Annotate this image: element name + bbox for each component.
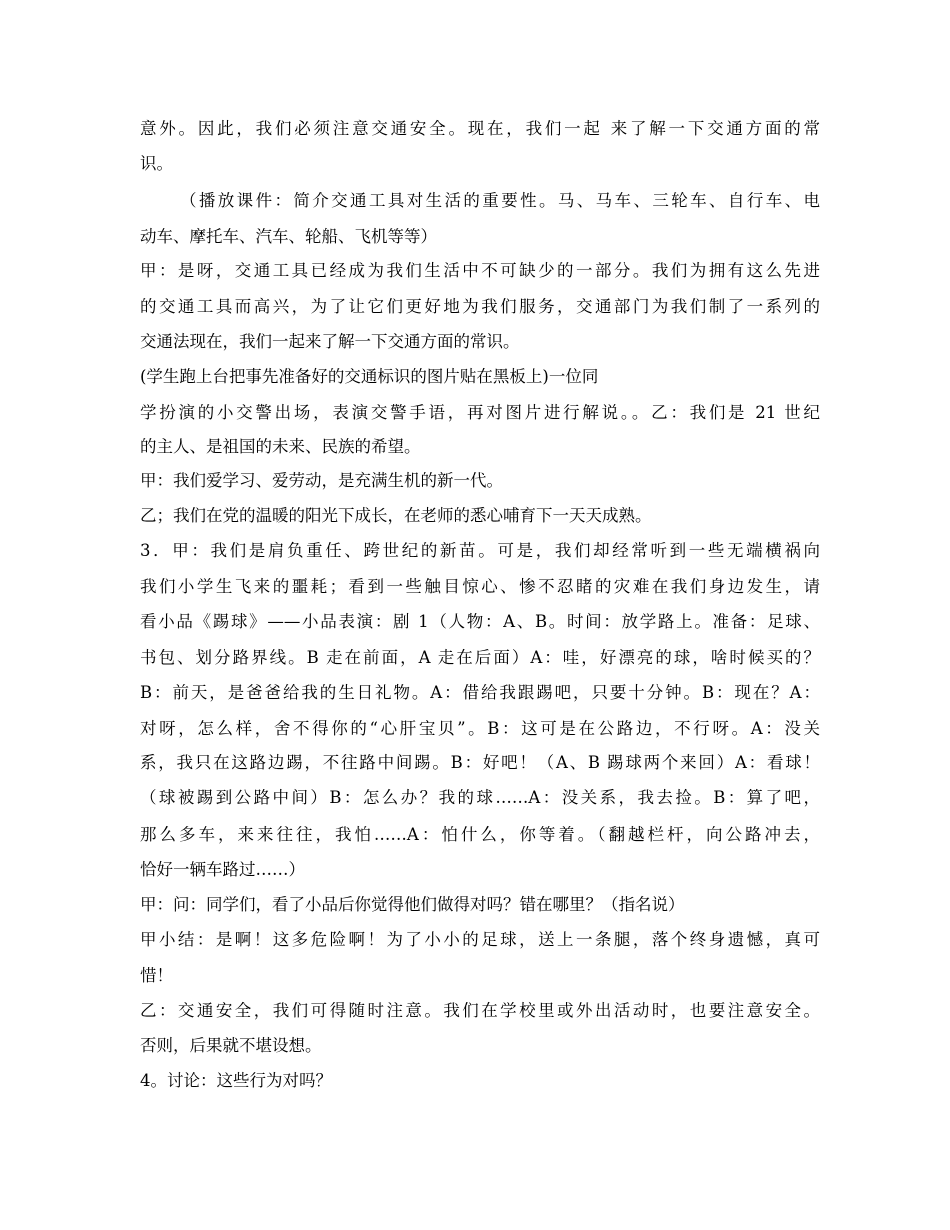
text-line: 甲：我们爱学习、爱劳动，是充满生机的新一代。 [140,471,503,490]
text-line: 系，我只在这路边踢，不往路中间踢。B：好吧！（A、B 踢球两个来回）A：看球！ [140,753,820,772]
text-line: 那么多车，来来往往，我怕……A：怕什么，你等着。（翻越栏杆，向公路冲去， [140,825,820,844]
text-line: 书包、划分路界线。B 走在前面，A 走在后面）A：哇，好漂亮的球，啥时候买的？ [140,648,820,667]
text-line: 意外。因此，我们必须注意交通安全。现在，我们一起 来了解一下交通方面的常 [140,119,820,138]
text-line: 我们小学生飞来的噩耗；看到一些触目惊心、惨不忍睹的灾难在我们身边发生，请 [140,577,820,596]
text-line: 惜！ [140,966,173,985]
text-line: 动车、摩托车、汽车、轮船、飞机等等） [140,227,437,246]
text-line: 甲：是呀，交通工具已经成为我们生活中不可缺少的一部分。我们为拥有这么先进 [140,261,820,280]
text-line: （球被踢到公路中间）B：怎么办？我的球……A：没关系，我去捡。B：算了吧， [140,788,820,807]
text-line: 乙；我们在党的温暖的阳光下成长，在老师的悉心哺育下一天天成熟。 [140,506,652,525]
text-line: (学生跑上台把事先准备好的交通标识的图片贴在黑板上)一位同 [140,367,599,386]
text-line: 恰好一辆车路过……） [140,860,305,879]
text-line: 的交通工具而高兴，为了让它们更好地为我们服务，交通部门为我们制了一系列的 [140,297,820,316]
text-line: 交通法现在，我们一起来了解一下交通方面的常识。 [140,332,520,351]
text-line: （播放课件：简介交通工具对生活的重要性。马、马车、三轮车、自行车、电 [180,191,820,210]
text-line: 甲小结：是啊！这多危险啊！为了小小的足球，送上一条腿，落个终身遗憾，真可 [140,930,820,949]
text-line: 看小品《踢球》——小品表演：剧 1（人物：A、B。时间：放学路上。准备：足球、 [140,612,820,631]
text-line: 甲：问：同学们，看了小品后你觉得他们做得对吗？错在哪里？（指名说） [140,895,685,914]
text-line: B：前天，是爸爸给我的生日礼物。A：借给我跟踢吧，只要十分钟。B：现在？A： [140,683,820,702]
text-line: 乙：交通安全，我们可得随时注意。我们在学校里或外出活动时，也要注意安全。 [140,1001,820,1020]
text-line: 否则，后果就不堪设想。 [140,1036,322,1055]
text-line: 学扮演的小交警出场，表演交警手语，再对图片进行解说。。乙：我们是 21 世纪 [140,403,820,422]
text-line: 识。 [140,154,173,173]
text-line: 的主人、是祖国的未来、民族的希望。 [140,437,421,456]
text-line: 对呀，怎么样，舍不得你的“心肝宝贝”。B：这可是在公路边，不行呀。A：没关 [140,719,820,738]
text-line: 3．甲：我们是肩负重任、跨世纪的新苗。可是，我们却经常听到一些无端横祸向 [140,541,820,560]
text-line: 4。讨论：这些行为对吗？ [140,1071,332,1090]
